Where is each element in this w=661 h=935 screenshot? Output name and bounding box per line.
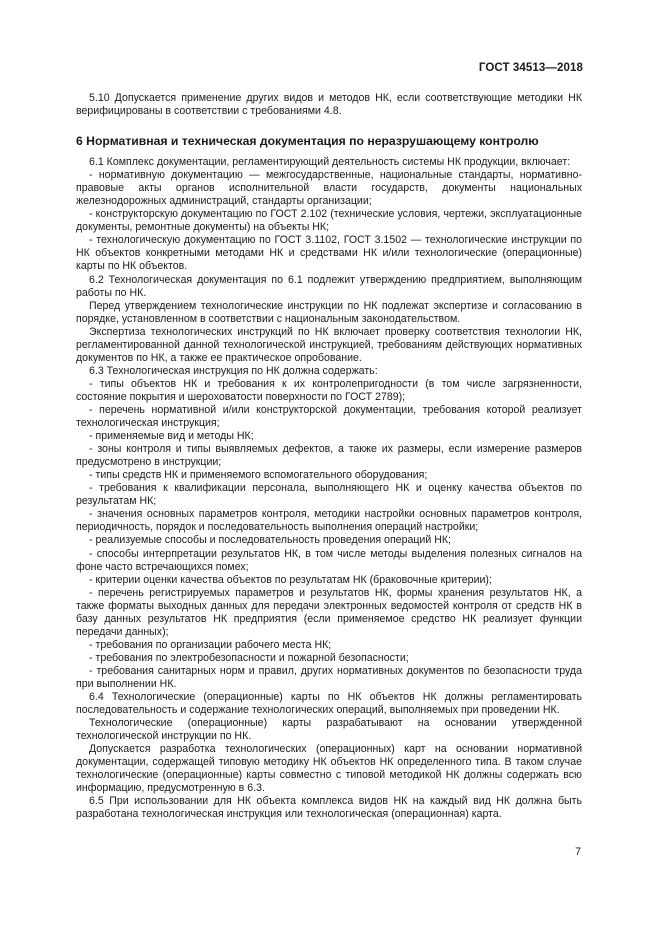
list-item: - применяемые вид и методы НК; [89, 430, 254, 443]
paragraph: 6.1 Комплекс документации, регламентирующий деятельность системы НК продукции, включает: [89, 156, 571, 169]
list-item: - типы средств НК и применяемого вспомогательного оборудования; [89, 469, 428, 482]
paragraph: Технологические (операционные) карты разрабатывают на основании утвержденной технологической инструкции по НК. [76, 717, 582, 743]
paragraph: Допускается разработка технологических (операционных) карт на основании нормативной документации, содержащей типовую методику НК объектов НК определенного типа. В таком случае технологические (операционные) карты совместно с типовой методикой НК должны содержать всю информацию, предусмотренную в 6.3. [76, 743, 582, 795]
list-item: - требования к квалификации персонала, выполняющего НК и оценку качества объектов по результатам НК; [76, 482, 582, 508]
list-item: - нормативную документацию — межгосударственные, национальные стандарты, нормативно-правовые акты органов исполнительной власти государств, документы национальных железнодорожных администраций, стандарты организации; [76, 169, 582, 208]
list-item: - типы объектов НК и требования к их контролепригодности (в том числе загрязненности, состояние покрытия и шероховатости поверхности по ГОСТ 2789); [76, 377, 582, 403]
list-item: - способы интерпретации результатов НК, в том числе методы выделения полезных сигналов на фоне часто встречающихся помех; [76, 547, 582, 573]
list-item: - перечень нормативной и/или конструкторской документации, требования которой реализует технологическая инструкция; [76, 403, 582, 430]
paragraph: 6.5 При использовании для НК объекта комплекса видов НК на каждый вид НК должна быть разработана технологическая инструкция или технологическая (операционная) карта. [76, 795, 582, 821]
paragraph: Экспертиза технологических инструкций по НК включает проверку соответствия технологии НК, регламентированной данной технологической инструкцией, требованиям действующих нормативных документов по НК, а также ее практическое опробование. [76, 325, 582, 364]
list-item: - конструкторскую документацию по ГОСТ 2.102 (технические условия, чертежи, эксплуатационные документы, ремонтные документы) на объекты НК; [76, 208, 582, 234]
page-number: 7 [575, 846, 581, 858]
list-item: - требования по электробезопасности и пожарной безопасности; [89, 651, 409, 664]
list-item: - требования по организации рабочего места НК; [89, 638, 332, 651]
page-content [76, 92, 582, 821]
list-item: - перечень регистрируемых параметров и результатов НК, формы хранения результатов НК, а также форматы выходных данных для передачи электронных ведомостей контроля от средств НК в базу данных результатов НК предприятия (если применяемое средство НК реализует функции передачи данных); [76, 586, 582, 638]
paragraph: Перед утверждением технологические инструкции по НК подлежат экспертизе и согласованию в порядке, установленном в соответствии с национальным законодательством. [76, 299, 582, 325]
list-item: - критерии оценки качества объектов по результатам НК (браковочные критерии); [89, 573, 492, 586]
list-item: - требования санитарных норм и правил, других нормативных документов по безопасности труда при выполнении НК. [76, 664, 582, 690]
list-item: - зоны контроля и типы выявляемых дефектов, а также их размеры, если измерение размеров предусмотрено в инструкции; [76, 443, 582, 469]
paragraph: 6.3 Технологическая инструкция по НК должна содержать: [89, 364, 378, 377]
paragraph: 6.4 Технологические (операционные) карты по НК объектов НК должны регламентировать последовательность и содержание технологических операций, выполняемых при проведении НК. [76, 691, 582, 717]
paragraph-5-10: 5.10 Допускается применение других видов и методов НК, если соответствующие методики НК верифицированы в соответствии с требованиями 4.8. [76, 92, 582, 118]
section-title: 6 Нормативная и техническая документация по неразрушающему контролю [76, 134, 539, 149]
list-item: - реализуемые способы и последовательность проведения операций НК; [89, 534, 451, 547]
paragraph: 6.2 Технологическая документация по 6.1 подлежит утверждению предприятием, выполняющим работы по НК. [76, 273, 582, 299]
document-header: ГОСТ 34513—2018 [478, 62, 583, 74]
list-item: - технологическую документацию по ГОСТ 3.1102, ГОСТ 3.1502 — технологические инструкции по НК объектов конкретными методами НК и средствами НК и/или технологические (операционные) карты по НК объектов. [76, 234, 582, 273]
list-item: - значения основных параметров контроля, методики настройки основных параметров контроля, периодичность, порядок и последовательность выполнения операций настройки; [76, 508, 582, 534]
